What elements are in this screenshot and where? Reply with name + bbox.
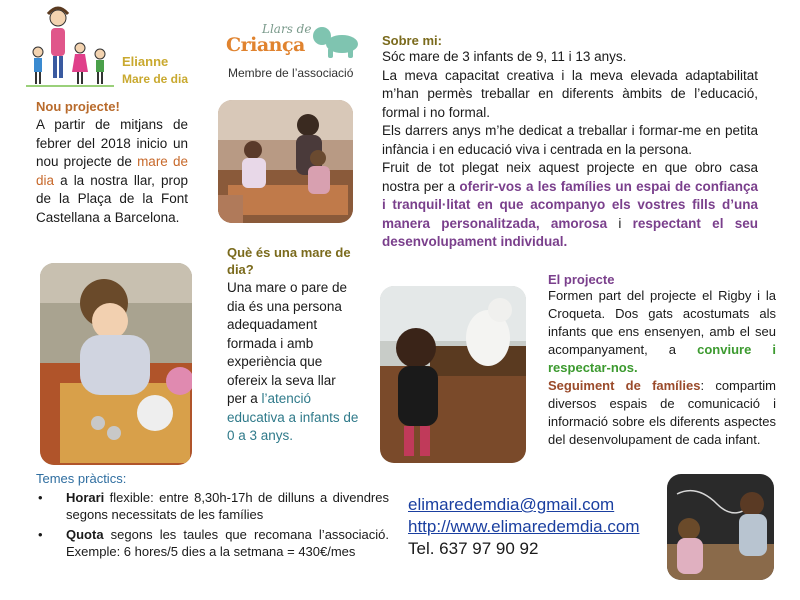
sobre-mi-heading: Sobre mi: [382,33,442,48]
sobre-p4-text-1: Fruit de tot plegat neix aquest projecte en que obro casa nostra per a [382,160,758,194]
sobre-mi-section [382,33,758,252]
sobre-mi-p3: Els darrers anys m’he dedicat a treballar i formar-me en petita infància i en educació viva i centrada en la persona. [382,123,758,157]
photo-child-playing [40,263,192,465]
family-drawing-icon [24,4,124,94]
photo-children-sofa [218,100,353,223]
sobre-mi-p2: La meva capacitat creativa i la meva elevada adaptabilitat m’han permès treballar en diferents àmbits de l’educació, formal i no formal. [382,67,758,120]
horari-label: Horari [66,490,105,505]
llars-main-text: Criança [226,34,305,56]
email-link[interactable]: elimaredemdia@gmail.com [408,495,615,514]
temes-item-horari [36,489,389,523]
que-es-text [227,279,359,446]
sobre-p4-text-2: i [607,215,633,231]
que-text-atencio: l’atenció educativa a infants de 0 a 3 anys. [227,391,359,443]
que-es-section [227,244,359,446]
llars-de-crianca-logo [222,20,372,84]
membre-text: Membre de l’associació [228,66,354,80]
contact-section [408,494,663,560]
que-es-heading: Què és una mare de dia? [227,245,351,277]
nou-text-1: A partir de mitjans de febrer del 2018 inicio un nou projecte de [36,117,188,169]
nou-text-mare-de-dia: mare de dia [36,154,188,188]
temes-practics-section [36,471,389,563]
llars-top-text: Llars de [262,22,312,36]
projecte-conviure: conviure i respectar-nos. [548,342,776,375]
temes-item-quota [36,526,389,560]
que-text-1: Una mare o pare de dia és una persona adequadament formada i amb experiència que ofereix la seva llar per a [227,280,348,406]
quota-text: segons les taules que recomana l’associació. Exemple: 6 hores/5 dies a la setmana = 430€/mes [66,527,389,559]
nou-projecte-section [36,99,188,227]
elianne-logo [24,4,194,96]
phone-number: Tel. 637 97 90 92 [408,539,539,558]
nou-projecte-text [36,116,188,227]
sobre-p4-highlight-1: oferir-vos a les famílies un espai de confiança i tranquil·litat en que acompanyo els vostres fills d’una manera personalitzada, amorosa [382,178,759,231]
projecte-text-1: Formen part del projecte el Rigby i la Croqueta. Dos gats acostumats als infants que ens ensenyen, amb el seu acompanyament, a [548,288,776,357]
temes-heading: Temes pràctics: [36,471,127,486]
el-projecte-section [548,272,776,449]
crawling-baby-icon [308,24,364,58]
seguiment-body: : compartim diversos espais de comunicació i informació sobre els diferents aspectes del desenvolupament de cada infant. [548,378,776,447]
seguiment-text [548,377,776,449]
el-projecte-text [548,287,776,377]
logo-name: Elianne [122,54,169,69]
website-link[interactable]: http://www.elimaredemdia.com [408,517,640,536]
photo-child-with-cat [380,286,526,463]
logo-subtitle: Mare de dia [122,72,189,86]
el-projecte-heading: El projecte [548,272,615,287]
horari-text: flexible: entre 8,30h-17h de dilluns a divendres segons necessitats de les famílies [66,490,389,522]
photo-children-chalkboard [667,474,774,580]
sobre-mi-p4 [382,159,758,252]
quota-label: Quota [66,527,104,542]
sobre-p4-highlight-2: respectant el seu desenvolupament individual. [382,215,758,249]
sobre-mi-p1: Sóc mare de 3 infants de 9, 11 i 13 anys. [382,49,627,64]
nou-projecte-heading: Nou projecte! [36,99,120,114]
nou-text-2: a la nostra llar, prop de la Plaça de la Font Castellana a Barcelona. [36,172,188,225]
seguiment-label: Seguiment de famílies [548,378,701,393]
